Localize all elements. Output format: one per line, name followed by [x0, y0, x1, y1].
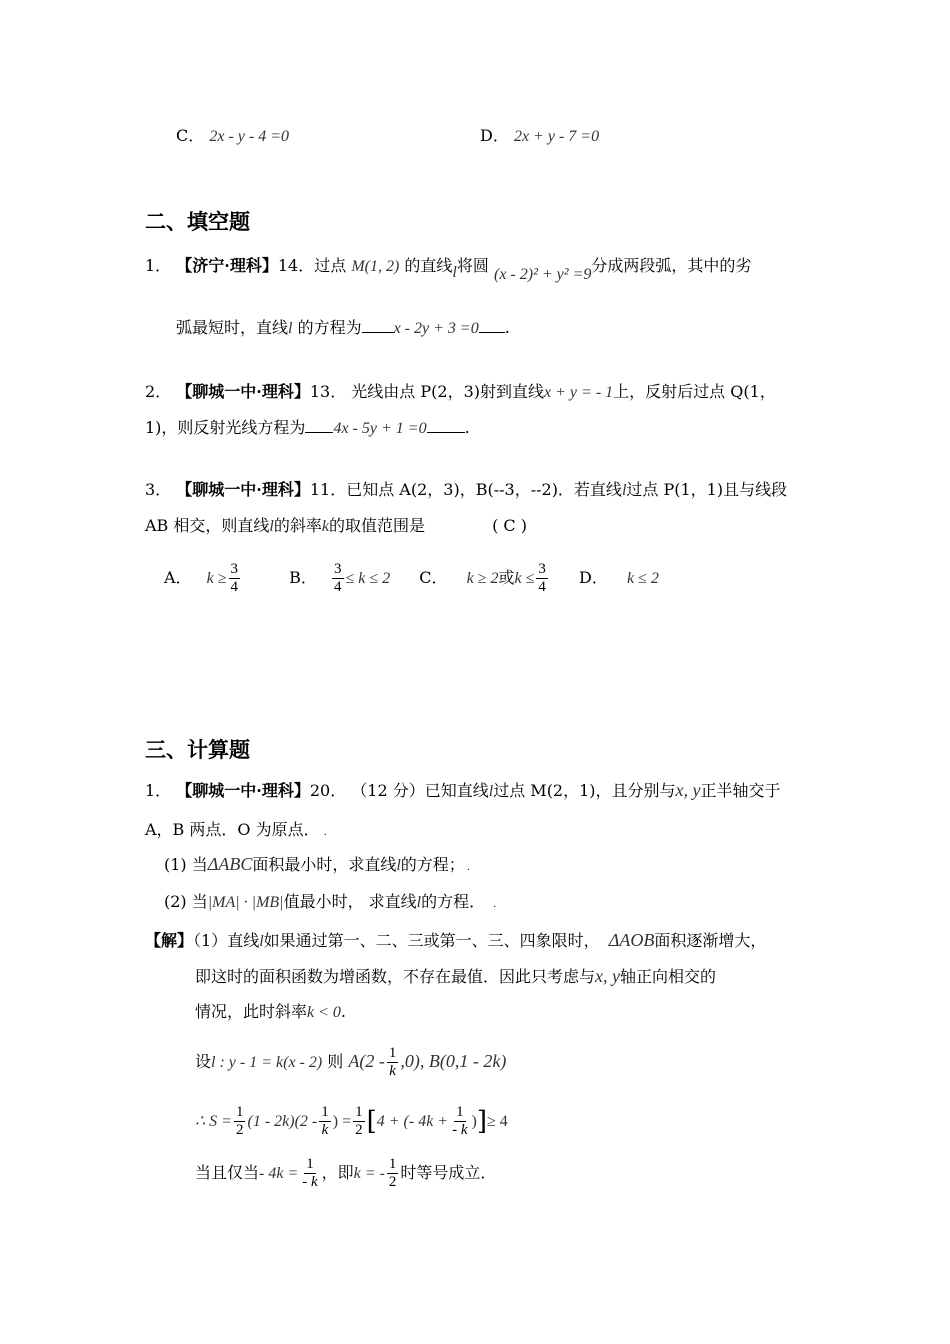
section-2-heading: 二、填空题	[145, 210, 250, 234]
solution-eq3: 当且仅当- 4k = $\frac{1}{- k}$ ，即k = - $\frac{1}{2}$ 时等号成立．	[195, 1156, 497, 1190]
option-b: B． $\frac{3}{4}$ ≤ k ≤ 2	[289, 561, 391, 595]
solution-line1: 【解】（1）直线l如果通过第一、二、三或第一、三、四象限时， ΔAOB面积逐渐增大，	[145, 930, 767, 950]
solution-eq1: 设l : y - 1 = k(x - 2) 则 A(2 - $\frac{1}{k}$ ,0), B(0,1 - 2k)	[195, 1045, 507, 1079]
option-c: C． k ≥ 2或k ≤ $\frac{3}{4}$	[419, 561, 546, 595]
option-c-expr: 2x - y - 4 =0	[209, 128, 289, 145]
solution-line3: 情况，此时斜率k < 0.	[195, 1002, 347, 1021]
s2-q3-line2: AB 相交，则直线l的斜率k的取值范围是 ( C )	[145, 516, 527, 535]
source-tag: 【济宁·理科】	[176, 256, 278, 275]
answer: 4x - 5y + 1 =0	[333, 420, 427, 437]
option-d: D． 2x + y - 7 =0	[480, 126, 600, 145]
source-tag: 【聊城一中·理科】	[176, 382, 310, 401]
source-tag: 【聊城一中·理科】	[176, 781, 310, 800]
source-tag: 【聊城一中·理科】	[176, 480, 310, 499]
solution-line2: 即这时的面积函数为增函数，不存在最值．因此只考虑与x, y轴正向相交的	[195, 966, 717, 986]
section-3-heading: 三、计算题	[145, 738, 250, 762]
s2-q3-line1: 3． 【聊城一中·理科】11．已知点 A(2，3)，B(--3，--2)．若直线l过点 P(1，1)且与线段	[145, 480, 788, 499]
s2-q2-line1: 2． 【聊城一中·理科】13． 光线由点 P(2，3)射到直线x + y = - 1上，反射后过点 Q(1，	[145, 382, 776, 401]
answer: ( C )	[492, 516, 527, 535]
solution-eq2: ∴ S = $\frac{1}{2}$ (1 - 2k)(2 - $\frac{1}{k}$ ) = $\frac{1}{2}$ [4 + (- 4k + $\frac{1}{- k}$ )]≥ 4	[195, 1104, 508, 1138]
option-d: D． k ≤ 2	[579, 568, 659, 587]
option-a: A． k ≥ $\frac{3}{4}$	[164, 561, 239, 595]
s2-q3-options	[164, 556, 659, 601]
s3-q1-line2: A，B 两点．O 为原点． .	[145, 820, 327, 839]
solution-tag: 【解】	[145, 931, 194, 950]
s2-q1-line2: 弧最短时，直线l 的方程为 x - 2y + 3 =0 .	[176, 318, 510, 337]
s3-q1-line1: 1． 【聊城一中·理科】20． （12 分）已知直线l过点 M(2，1)，且分别与x, y正半轴交于	[145, 780, 781, 800]
s3-q1-part1: (1) 当ΔABC面积最小时，求直线l的方程； .	[164, 854, 470, 874]
s2-q2-line2: 1)，则反射光线方程为 4x - 5y + 1 =0 .	[145, 418, 470, 437]
option-c: C． 2x - y - 4 =0	[176, 126, 289, 145]
option-d-expr: 2x + y - 7 =0	[513, 128, 600, 145]
s3-q1-part2: (2) 当|MA| · |MB|值最小时， 求直线l的方程． .	[164, 892, 497, 911]
answer: x - 2y + 3 =0	[393, 320, 479, 337]
s2-q1-line1: 1． 【济宁·理科】14．过点 M(1, 2) 的直线l将圆 (x - 2)² + y² =9分成两段弧，其中的劣	[145, 256, 752, 283]
